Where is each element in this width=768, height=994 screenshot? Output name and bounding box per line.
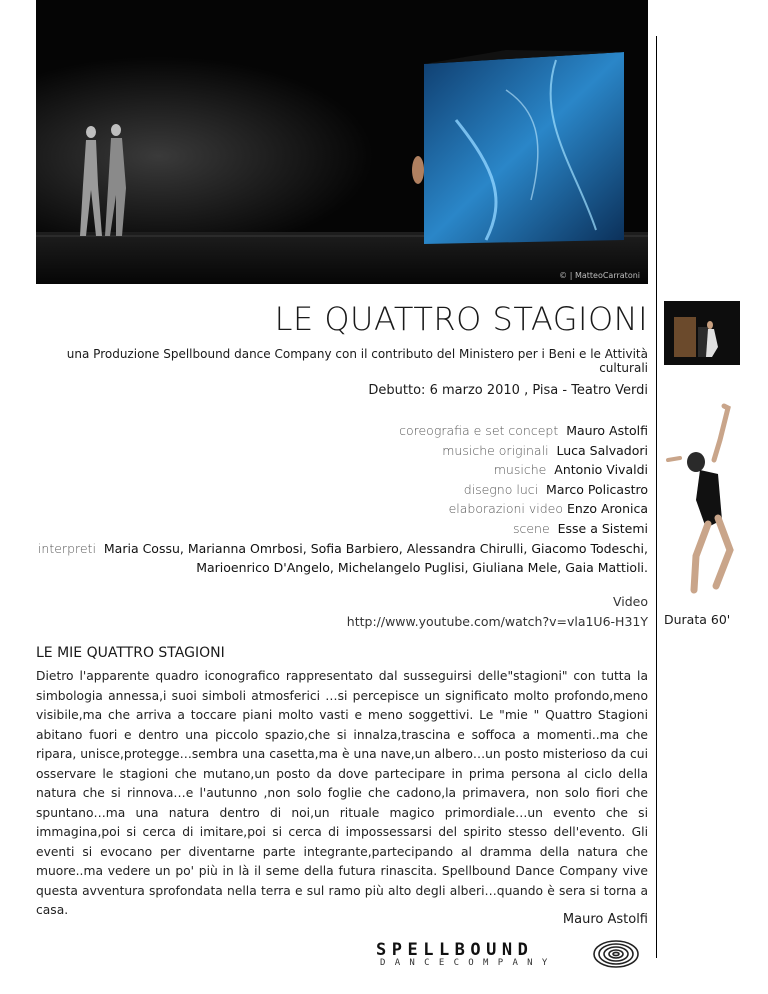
credit-role: elaborazioni video [448,501,564,517]
credit-row [36,421,648,441]
company-logo-subtitle: DANCECOMPANY [380,958,557,968]
credit-row [36,480,648,500]
credit-name: Mauro Astolfi [566,423,648,438]
credit-name: Antonio Vivaldi [554,462,648,478]
interpreti-row-2 [36,558,648,578]
page-title: LE QUATTRO STAGIONI [274,300,648,338]
credit-role: coreografia e set concept [399,423,559,438]
leaping-dancer-image [666,400,752,596]
credit-role: musiche originali [442,442,549,458]
credit-name: Marco Policastro [546,481,648,497]
video-link[interactable]: http://www.youtube.com/watch?v=vla1U6-H31Y [346,614,648,629]
credit-name: Enzo Aronica [567,501,648,517]
credit-name: Esse a Sistemi [557,520,648,536]
company-logo-wordmark: SPELLBOUND [376,940,534,960]
credit-row [36,460,648,480]
stage-thumbnail [664,301,740,365]
production-subtitle: una Produzione Spellbound dance Company con il contributo del Ministero per i Beni e le Attività culturali [66,347,648,375]
author-signature: Mauro Astolfi [562,912,648,927]
video-label: Video [612,594,648,609]
interpreti-names-2: Marioenrico D'Angelo, Michelangelo Puglisi, Giuliana Mele, Gaia Mattioli. [196,560,648,576]
vertical-divider [656,36,657,958]
photo-credit: © | MatteoCarratoni [559,271,640,280]
duration: Durata 60' [664,612,731,627]
credit-row [36,441,648,461]
credit-row [36,499,648,519]
credit-name: Luca Salvadori [556,442,648,458]
interpreti-label: interpreti [37,540,96,556]
fingerprint-logo-icon [590,938,642,970]
credit-row [36,519,648,539]
credit-role: musiche [493,462,547,478]
credit-role: scene [512,520,550,536]
section-heading: LE MIE QUATTRO STAGIONI [36,645,225,661]
video-cube [424,50,624,244]
description-paragraph: Dietro l'apparente quadro iconografico rappresentato dal susseguirsi delle"stagioni" con tutta la simbologia annessa,i suoi simboli atmosferici …si percepisce un significato molto profondo,meno visibile,ma che arriva a toccare piani molto vasti e meno soggettivi. Le "mie " Quattro Stagioni abitano fuori e dentro una piccolo spazio,che si innalza,trascina e soffoca a momenti..ma che ripara, unisce,protegge…sembra una casetta,ma è una nave,un albero…un posto misterioso da cui osservare le stagioni che mutano,un posto da dove partecipare in prima persona al ciclo della natura che si rinnova…e l'autunno ,non solo foglie che cadono,la primavera, non solo fiori che spuntano…ma una natura dentro di noi,un rituale magico primordiale…un evento che si immagina,poi si cerca di imitare,poi si cerca di impossessarsi del spirito stesso dell'evento. Gli eventi si evocano per diventarne parte integrante,partecipando al dramma della natura che muore..ma vedere un po' più in là il seme della futura rinascita. Spellbound Dance Company vive questa avventura sprofondata nella terra e sul ramo più alto degli alberi…quando è sera si torna a casa. [36,669,648,917]
debut-line: Debutto: 6 marzo 2010 , Pisa - Teatro Verdi [368,383,648,398]
credit-role: disegno luci [463,481,539,497]
stage-illustration [36,0,648,284]
interpreti-row [36,539,648,559]
video-block [36,592,648,632]
interpreti-names-1: Maria Cossu, Marianna Omrbosi, Sofia Barbiero, Alessandra Chirulli, Giacomo Todeschi, [103,540,648,556]
credits-list [36,421,648,578]
hero-photo [36,0,648,284]
